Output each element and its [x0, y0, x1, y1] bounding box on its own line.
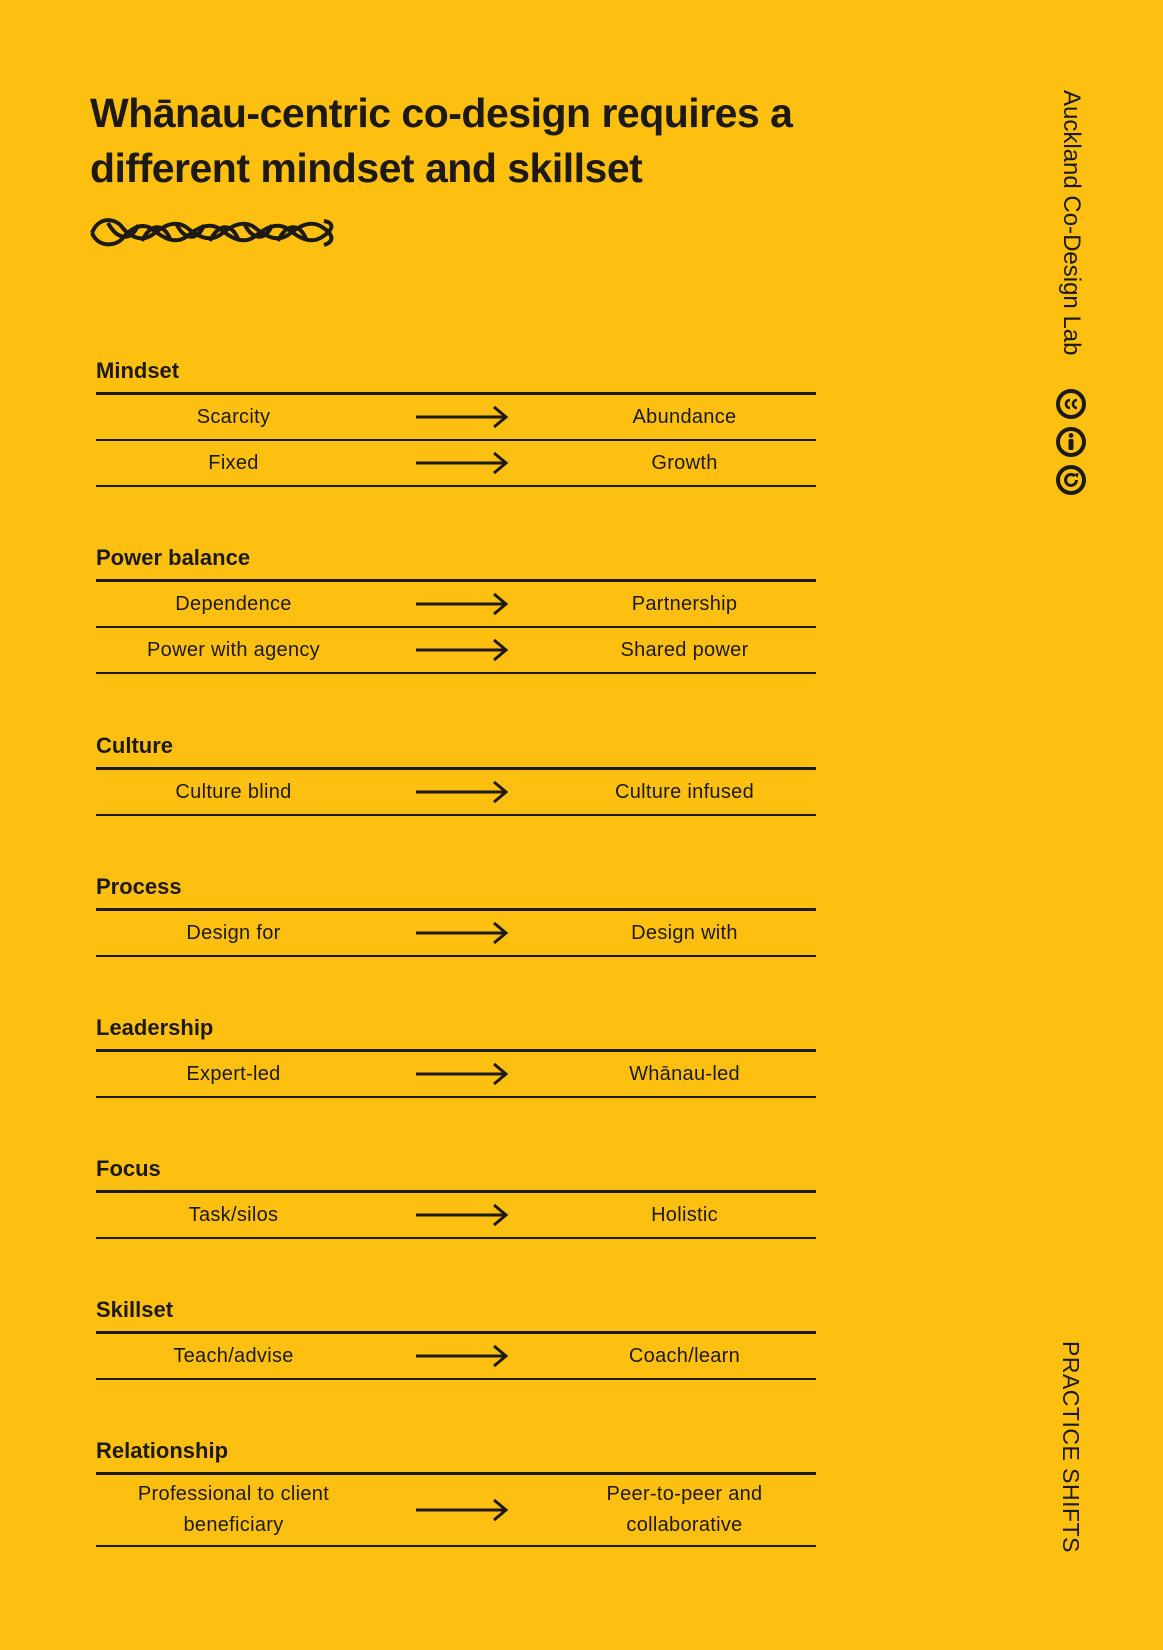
section-heading: Process — [96, 874, 182, 899]
shift-from: Expert-led — [186, 1062, 281, 1085]
page-title: Whānau-centric co-design requires a different mindset and skillset — [90, 90, 793, 191]
shift-from: Teach/advise — [173, 1344, 294, 1367]
section-heading: Mindset — [96, 358, 180, 383]
shift-from: Scarcity — [196, 405, 271, 428]
shift-to: Whānau-led — [629, 1062, 740, 1085]
section-heading: Power balance — [96, 545, 251, 570]
arrow-right-icon — [371, 1062, 553, 1086]
shift-row — [96, 395, 816, 441]
shift-rows — [96, 1049, 816, 1098]
shift-from: Design for — [186, 921, 281, 944]
cc-icon — [1055, 388, 1087, 420]
section-heading: Culture — [96, 733, 173, 758]
shift-rows — [96, 392, 816, 487]
shift-to: Holistic — [651, 1203, 718, 1226]
shift-row — [96, 1193, 816, 1239]
shift-from: Power with agency — [147, 638, 320, 661]
shift-rows — [96, 767, 816, 816]
shift-to: Shared power — [620, 638, 749, 661]
shift-to: Abundance — [632, 405, 737, 428]
shift-rows — [96, 1472, 816, 1547]
shift-row — [96, 441, 816, 487]
shift-from: Culture blind — [175, 780, 292, 803]
arrow-right-icon — [371, 592, 553, 616]
license-icons — [1055, 388, 1089, 502]
shift-to: Design with — [631, 921, 738, 944]
shift-from: Professional to client beneficiary — [137, 1483, 330, 1536]
shift-to: Peer-to-peer and collaborative — [606, 1483, 763, 1536]
shift-row — [96, 1475, 816, 1547]
section-heading: Relationship — [96, 1438, 229, 1463]
shift-row — [96, 1334, 816, 1380]
arrow-right-icon — [371, 1344, 553, 1368]
arrow-right-icon — [371, 780, 553, 804]
by-attribution-icon — [1055, 426, 1087, 458]
share-alike-icon — [1055, 464, 1087, 496]
shift-section — [96, 358, 816, 487]
shift-section — [96, 545, 816, 674]
arrow-right-icon — [371, 638, 553, 662]
shift-section — [96, 1297, 816, 1380]
braid-motif-icon — [88, 213, 340, 253]
shift-row — [96, 582, 816, 628]
shift-section — [96, 1015, 816, 1098]
shift-to: Partnership — [631, 592, 738, 615]
shift-rows — [96, 1190, 816, 1239]
shift-rows — [96, 908, 816, 957]
shift-row — [96, 1052, 816, 1098]
arrow-right-icon — [371, 451, 553, 475]
section-heading: Leadership — [96, 1015, 214, 1040]
shift-from: Dependence — [175, 592, 292, 615]
shift-to: Coach/learn — [628, 1344, 741, 1367]
shift-to: Growth — [651, 451, 718, 474]
shift-section — [96, 1438, 816, 1547]
section-label: PRACTICE SHIFTS — [1058, 1341, 1084, 1553]
shift-from: Task/silos — [188, 1203, 279, 1226]
shift-row — [96, 911, 816, 957]
shift-to: Culture infused — [614, 780, 755, 803]
section-heading: Focus — [96, 1156, 161, 1181]
arrow-right-icon — [371, 1203, 553, 1227]
shift-rows — [96, 579, 816, 674]
arrow-right-icon — [371, 921, 553, 945]
shift-section — [96, 733, 816, 816]
shift-row — [96, 770, 816, 816]
organisation-label: Auckland Co-Design Lab — [1058, 90, 1085, 356]
shift-row — [96, 628, 816, 674]
shift-rows — [96, 1331, 816, 1380]
arrow-right-icon — [371, 405, 553, 429]
arrow-right-icon — [371, 1498, 553, 1522]
shift-section — [96, 1156, 816, 1239]
shift-from: Fixed — [208, 451, 259, 474]
section-heading: Skillset — [96, 1297, 174, 1322]
shift-section — [96, 874, 816, 957]
